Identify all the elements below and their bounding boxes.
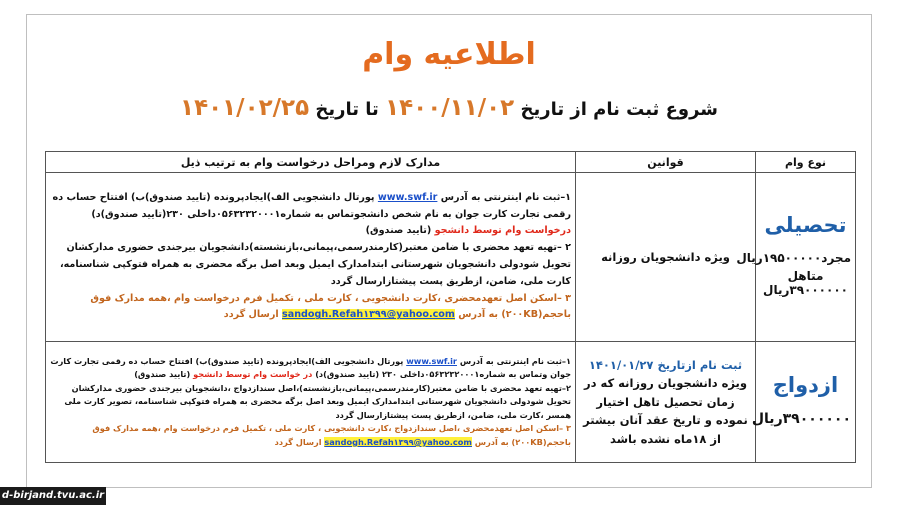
loan-documents-cell	[46, 173, 576, 342]
table-row-marriage-loan	[46, 342, 856, 463]
dates-prefix: شروع ثبت نام از تاریخ	[520, 99, 718, 120]
doc-step-1: ۱–ثبت نام اینترنتی به آدرس	[459, 355, 571, 366]
loan-type-cell	[751, 342, 856, 463]
doc-step-1-request: در خواست وام توسط دانشجو	[193, 369, 313, 380]
doc-step-3-end: ارسال گردد	[274, 436, 322, 447]
column-header-type: نوع وام	[756, 152, 856, 173]
loan-type-cell	[736, 173, 856, 342]
column-header-documents: مدارک لازم ومراحل درخواست وام به ترتیب ذیل	[46, 152, 576, 173]
doc-step-3: ۳ –اسکن اصل تعهدمحضری ،اصل سندازدواج ،کارت دانشجویی ، کارت ملی ، تکمیل فرم درخواست وام ،همه مدارک فوق باحجم(۲۰۰KB) به آدرس	[92, 423, 571, 447]
loan-amount: ۳۹۰۰۰۰۰۰ریال	[751, 411, 851, 427]
loan-documents-cell	[46, 342, 576, 463]
doc-step-1-approval: (تایید صندوق)	[134, 369, 191, 380]
registration-start-note: ثبت نام ازتاریخ ۱۴۰۱/۰۱/۲۷	[588, 358, 743, 373]
documents-text	[50, 355, 571, 450]
loan-rule-text	[580, 356, 751, 448]
swf-link[interactable]: www.swf.ir	[406, 355, 457, 366]
doc-step-3-end: ارسال گردد	[223, 309, 279, 321]
table-row-education-loan	[46, 173, 856, 342]
loan-rules-cell	[576, 173, 756, 342]
swf-link[interactable]: www.swf.ir	[377, 191, 438, 203]
doc-step-1-detail: پورتال دانشجویی الف)ایجادپرونده (تایید صندوق)ب) افتتاح حساب ده رقمی تجارت کارت جوان وتماس به شماره۰۵۶۳۲۳۲۰۰۰۱داخلی ۲۳۰ (تایید صندوق)د)	[50, 355, 571, 380]
email-link[interactable]: sandogh.Refah۱۳۹۹@yahoo.com	[282, 309, 455, 321]
doc-step-1-approval: (تایید صندوق)	[365, 225, 432, 237]
loan-type-title: ازدواج	[772, 373, 839, 397]
doc-step-1-request: درخواست وام توسط دانشجو	[434, 225, 571, 237]
loan-table	[45, 151, 856, 463]
end-date: ۱۴۰۱/۰۲/۲۵	[180, 95, 310, 121]
notice-frame	[26, 14, 872, 488]
loan-rules-cell	[576, 342, 756, 463]
loan-rule-condition: ویژه دانشجویان روزانه که در زمان تحصیل تاهل اختیار نموده و تاریخ عقد آنان بیشتر از ۱۸ماه نشده باشد	[583, 376, 748, 446]
loan-amount-single: مجرد۱۹۵۰۰۰۰۰ریال	[736, 251, 851, 265]
dates-middle: تا تاریخ	[315, 99, 379, 120]
site-watermark: d-birjand.tvu.ac.ir	[0, 487, 106, 505]
doc-step-2: ۲–تهیه تعهد محضری با ضامن معتبر(کارمندرسمی،پیمانی،بازنشسته)،اصل سندازدواج ،دانشجویان بیرجندی حضوری مدارکشان تحویل شودولی دانشجویان شهرستانی ابتدامدارک ایمیل وبعد اصل برگه محضری به همراه فتوکپی شناسنامه، تصویر کارت ملی همسر ،کارت ملی، ضامن، ازطریق پست پیشتازارسال گردد	[64, 382, 571, 420]
doc-step-2: ۲ –تهیه تعهد محضری با ضامن معتبر(کارمندرسمی،پیمانی،بازنشسته)دانشجویان بیرجندی حضوری مدارکشان تحویل شودولی دانشجویان شهرستانی ابتدامدارک ایمیل وبعد اصل برگه محضری به همراه فتوکپی شناسنامه، کارت ملی، ضامن، ازطریق پست پیشتازارسال گردد	[59, 242, 571, 287]
documents-text	[50, 190, 571, 324]
registration-dates	[27, 95, 871, 121]
column-header-rules: قوانین	[576, 152, 756, 173]
doc-step-1-detail: پورتال دانشجویی الف)ایجادپرونده (تایید صندوق)ب) افتتاح حساب ده رقمی تجارت کارت جوان به نام شخص دانشجوتماس به شماره۰۵۶۳۲۳۲۰۰۰۱داخلی ۲۳۰(تایید صندوق)د)	[52, 191, 571, 220]
email-link[interactable]: sandogh.Refah۱۳۹۹@yahoo.com	[324, 436, 472, 447]
doc-step-3: ۳ –اسکن اصل تعهدمحضری ،کارت دانشجویی ، کارت ملی ، تکمیل فرم درخواست وام ،همه مدارک فوق باحجم(۲۰۰KB) به آدرس	[90, 292, 571, 321]
doc-step-1: ۱–ثبت نام اینترنتی به آدرس	[440, 191, 571, 203]
loan-amount-married: متاهل ۳۹۰۰۰۰۰۰ریال	[763, 269, 848, 297]
loan-rule-text: ویژه دانشجویان روزانه	[601, 249, 730, 264]
table-header-row	[46, 152, 856, 173]
start-date: ۱۴۰۰/۱۱/۰۲	[385, 95, 515, 121]
loan-type-title: تحصیلی	[764, 213, 847, 237]
notice-title: اطلاعیه وام	[362, 37, 536, 72]
